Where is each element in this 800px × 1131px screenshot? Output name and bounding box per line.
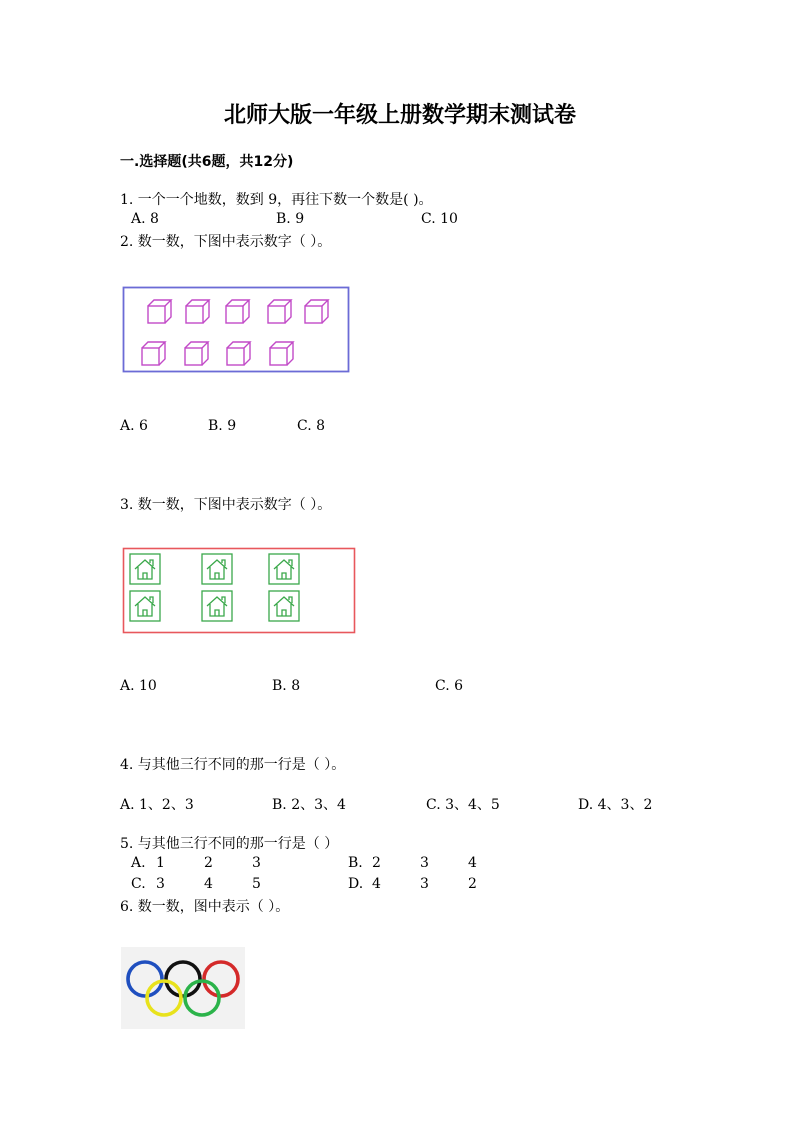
q5-option-a-n1: 1 xyxy=(156,855,165,871)
q5-option-d-label[interactable]: D. xyxy=(348,876,364,892)
q3-option-a[interactable]: A. 10 xyxy=(120,678,157,694)
q3-option-b[interactable]: B. 8 xyxy=(272,678,301,694)
q5-option-b-n1: 2 xyxy=(372,855,381,871)
cube-icon xyxy=(185,342,208,365)
q3-figure xyxy=(122,547,358,635)
question-3: 3. 数一数，下图中表示数字（ ）。 xyxy=(120,497,332,513)
house-icon xyxy=(130,591,160,621)
house-icon xyxy=(202,591,232,621)
q2-option-a[interactable]: A. 6 xyxy=(120,418,148,434)
q5-option-c-n3: 5 xyxy=(252,876,261,892)
house-icon xyxy=(269,554,299,584)
q3-option-c[interactable]: C. 6 xyxy=(435,678,464,694)
question-2: 2. 数一数，下图中表示数字（ ）。 xyxy=(120,234,332,250)
q5-option-d-n3: 2 xyxy=(468,876,477,892)
question-1: 1. 一个一个地数，数到 9，再往下数一个数是( )。 xyxy=(120,192,433,208)
cube-icon xyxy=(186,300,209,323)
q5-option-c-n1: 3 xyxy=(156,876,165,892)
cube-icon xyxy=(226,300,249,323)
q5-option-a-n3: 3 xyxy=(252,855,261,871)
q4-option-a[interactable]: A. 1、2、3 xyxy=(120,797,194,813)
q5-option-a-n2: 2 xyxy=(204,855,213,871)
q4-option-b[interactable]: B. 2、3、4 xyxy=(272,797,346,813)
q5-option-a-label[interactable]: A. xyxy=(131,855,146,871)
section-heading: 一.选择题(共6题，共12分) xyxy=(120,154,294,170)
cube-icon xyxy=(270,342,293,365)
q5-option-c-label[interactable]: C. xyxy=(131,876,146,892)
page-title: 北师大版一年级上册数学期末测试卷 xyxy=(223,103,576,128)
q2-option-b[interactable]: B. 9 xyxy=(208,418,237,434)
q5-option-b-n3: 4 xyxy=(468,855,477,871)
olympic-rings-icon xyxy=(121,947,245,1029)
cube-icon xyxy=(305,300,328,323)
q4-option-d[interactable]: D. 4、3、2 xyxy=(578,797,653,813)
q5-option-b-label[interactable]: B. xyxy=(348,855,363,871)
house-icon xyxy=(269,591,299,621)
cube-icon xyxy=(148,300,171,323)
question-4: 4. 与其他三行不同的那一行是（ ）。 xyxy=(120,757,346,773)
question-5: 5. 与其他三行不同的那一行是（ ） xyxy=(120,836,339,852)
q1-option-b[interactable]: B. 9 xyxy=(276,211,305,227)
q5-option-d-n2: 3 xyxy=(420,876,429,892)
cube-icon xyxy=(227,342,250,365)
cube-icon xyxy=(142,342,165,365)
q2-option-c[interactable]: C. 8 xyxy=(297,418,326,434)
q5-option-b-n2: 3 xyxy=(420,855,429,871)
q4-option-c[interactable]: C. 3、4、5 xyxy=(426,797,500,813)
house-icon xyxy=(202,554,232,584)
q1-option-c[interactable]: C. 10 xyxy=(421,211,458,227)
q5-option-c-n2: 4 xyxy=(204,876,213,892)
house-icon xyxy=(130,554,160,584)
question-6: 6. 数一数，图中表示（ ）。 xyxy=(120,899,290,915)
q1-option-a[interactable]: A. 8 xyxy=(131,211,159,227)
cube-icon xyxy=(268,300,291,323)
q2-figure xyxy=(122,286,352,376)
q5-option-d-n1: 4 xyxy=(372,876,381,892)
